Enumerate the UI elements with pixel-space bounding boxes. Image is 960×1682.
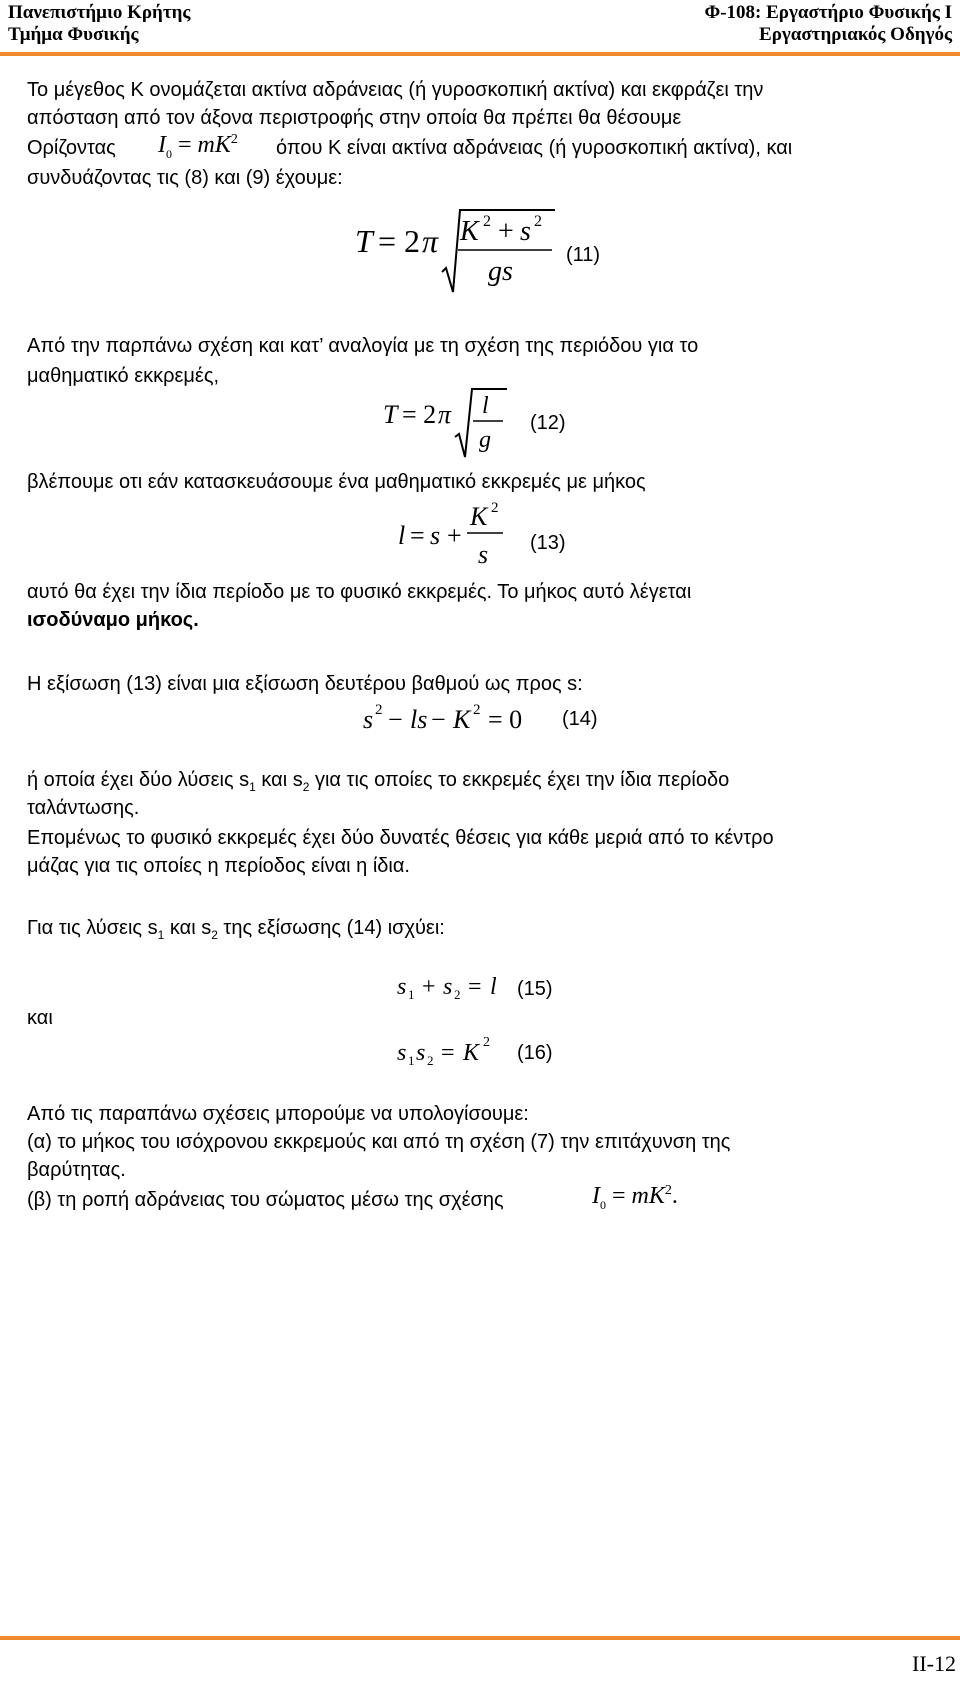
guide-title: Εργαστηριακός Οδηγός bbox=[759, 24, 952, 45]
svg-text:=: = bbox=[410, 521, 425, 550]
text-line: συνδυάζοντας τις (8) και (9) έχουμε: bbox=[27, 167, 343, 189]
svg-text:s: s bbox=[363, 705, 374, 734]
svg-text:2: 2 bbox=[427, 1053, 434, 1068]
svg-text:K: K bbox=[453, 705, 471, 734]
subscript: 2 bbox=[211, 928, 218, 942]
equation-11-graphic bbox=[340, 200, 560, 300]
equation-16-graphic bbox=[395, 1030, 525, 1070]
text-line: και bbox=[27, 1007, 53, 1029]
text-line-bold: ισοδύναμο μήκος. bbox=[27, 609, 199, 631]
page-number: II-12 bbox=[912, 1651, 956, 1676]
svg-text:s: s bbox=[397, 974, 407, 1000]
department-name: Τμήμα Φυσικής bbox=[8, 24, 139, 45]
equation-14-label: (14) bbox=[562, 708, 598, 730]
university-name: Πανεπιστήμιο Κρήτης bbox=[8, 2, 191, 23]
text-fragment: της εξίσωσης (14) ισχύει: bbox=[217, 917, 445, 939]
text-line: Το μέγεθος Κ ονομάζεται ακτίνα αδράνειας (ή γυροσκοπική ακτίνα) και εκφράζει την bbox=[27, 79, 764, 101]
text-line: Από τις παραπάνω σχέσεις μπορούμε να υπολογίσουμε: bbox=[27, 1103, 529, 1125]
svg-text:ls: ls bbox=[410, 705, 428, 734]
text-fragment: Για τις λύσεις s bbox=[27, 917, 158, 939]
svg-text:1: 1 bbox=[408, 1053, 415, 1068]
svg-text:T: T bbox=[355, 223, 373, 259]
text-line: απόσταση από τον άξονα περιστροφής στην οποία θα πρέπει θα θέσουμε bbox=[27, 107, 682, 129]
svg-text:K: K bbox=[470, 502, 488, 531]
text-line: βλέπουμε οτι εάν κατασκευάσουμε ένα μαθηματικό εκκρεμές με μήκος bbox=[27, 471, 646, 493]
svg-text:gs: gs bbox=[488, 256, 513, 287]
svg-text:s: s bbox=[416, 1040, 426, 1066]
text-line: μάζας για τις οποίες η περίοδος είναι η ίδια. bbox=[27, 855, 410, 877]
svg-text:s: s bbox=[397, 1040, 407, 1066]
text-line: ταλάντωσης. bbox=[27, 797, 140, 819]
svg-text:K: K bbox=[463, 1040, 480, 1066]
equation-13-label: (13) bbox=[530, 532, 566, 554]
text-fragment: για τις οποίες το εκκρεμές έχει την ίδια περίοδο bbox=[309, 769, 730, 791]
equation-11-label: (11) bbox=[566, 244, 601, 266]
svg-text:2: 2 bbox=[483, 1035, 490, 1050]
svg-text:l: l bbox=[490, 974, 497, 1000]
inline-equation-i0: $I_0 = mK^2$ bbox=[158, 132, 238, 161]
svg-text:+: + bbox=[447, 521, 462, 550]
subscript: 2 bbox=[302, 780, 310, 794]
svg-text:2: 2 bbox=[375, 702, 383, 718]
text-line: όπου Κ είναι ακτίνα αδράνειας (ή γυροσκοπική ακτίνα), και bbox=[276, 137, 793, 159]
text-line: βαρύτητας. bbox=[27, 1159, 126, 1181]
text-line: αυτό θα έχει την ίδια περίοδο με το φυσικό εκκρεμές. Το μήκος αυτό λέγεται bbox=[27, 581, 692, 603]
svg-text:=: = bbox=[441, 1040, 455, 1066]
text-fragment: ή οποία έχει δύο λύσεις s bbox=[27, 769, 250, 791]
svg-text:s: s bbox=[520, 216, 531, 247]
equation-12-graphic bbox=[375, 385, 515, 465]
footer-rule bbox=[0, 1636, 960, 1640]
text-line: Ορίζοντας bbox=[27, 137, 116, 159]
svg-text:s: s bbox=[430, 521, 441, 550]
svg-text:−: − bbox=[388, 705, 403, 734]
svg-text:=: = bbox=[468, 974, 482, 1000]
header-rule bbox=[0, 52, 960, 56]
svg-text:−: − bbox=[431, 705, 446, 734]
svg-text:1: 1 bbox=[408, 987, 415, 1002]
subscript: 1 bbox=[157, 928, 165, 942]
equation-15-label: (15) bbox=[517, 978, 553, 1000]
svg-text:2: 2 bbox=[491, 500, 499, 516]
svg-text:= 0: = 0 bbox=[488, 705, 523, 734]
svg-text:g: g bbox=[479, 427, 491, 453]
svg-text:T: T bbox=[383, 400, 398, 429]
svg-text:2: 2 bbox=[473, 702, 481, 718]
svg-text:= 2: = 2 bbox=[402, 400, 437, 429]
header-right bbox=[704, 2, 952, 46]
text-line: Η εξίσωση (13) είναι μια εξίσωση δευτέρου βαθμού ως προς s: bbox=[27, 673, 583, 695]
svg-text:s: s bbox=[443, 974, 453, 1000]
svg-text:2: 2 bbox=[483, 213, 491, 230]
equation-13-graphic bbox=[385, 495, 515, 575]
header-left bbox=[8, 2, 190, 46]
svg-text:K: K bbox=[460, 216, 479, 247]
text-line bbox=[27, 914, 445, 949]
svg-text:l: l bbox=[398, 521, 406, 550]
inline-equation-i0: $I_0 = mK^2$. bbox=[592, 1183, 678, 1212]
svg-text:+: + bbox=[498, 216, 514, 247]
equation-14-graphic bbox=[360, 696, 540, 740]
text-line: (β) τη ροπή αδράνειας του σώματος μέσω της σχέσης bbox=[27, 1189, 504, 1211]
svg-text:+: + bbox=[422, 974, 436, 1000]
text-fragment: και s bbox=[255, 769, 303, 791]
equation-16-label: (16) bbox=[517, 1042, 553, 1064]
svg-text:l: l bbox=[482, 393, 489, 419]
svg-text:π: π bbox=[438, 400, 452, 429]
text-line: Επομένως το φυσικό εκκρεμές έχει δύο δυνατές θέσεις για κάθε μεριά από το κέντρο bbox=[27, 827, 774, 849]
svg-text:2: 2 bbox=[534, 213, 542, 230]
text-fragment: και s bbox=[164, 917, 212, 939]
svg-text:π: π bbox=[422, 223, 439, 259]
equation-12-label: (12) bbox=[530, 412, 566, 434]
svg-text:2: 2 bbox=[454, 987, 461, 1002]
course-title: Φ-108: Εργαστήριο Φυσικής Ι bbox=[704, 2, 952, 23]
subscript: 1 bbox=[249, 780, 256, 794]
text-line: Από την παρπάνω σχέση και κατ’ αναλογία με τη σχέση της περιόδου για το bbox=[27, 335, 699, 357]
text-line: μαθηματικό εκκρεμές, bbox=[27, 365, 220, 387]
text-line: (α) το μήκος του ισόχρονου εκκρεμούς και από τη σχέση (7) την επιτάχυνση της bbox=[27, 1131, 731, 1153]
svg-text:= 2: = 2 bbox=[378, 223, 421, 259]
equation-15-graphic bbox=[395, 966, 525, 1006]
svg-text:s: s bbox=[478, 540, 489, 569]
